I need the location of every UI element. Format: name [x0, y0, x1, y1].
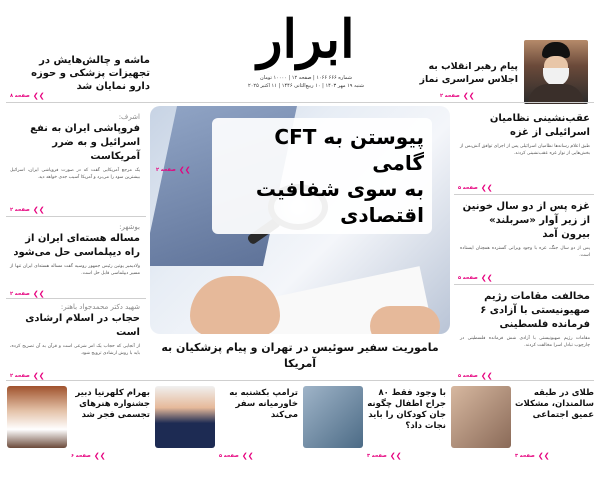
- left-story-3-ref[interactable]: ❯❯ صفحه ۲: [10, 372, 45, 380]
- dateline: [216, 74, 396, 90]
- top-right-ref[interactable]: ❯❯ صفحه ۲: [440, 92, 475, 100]
- chevron-icon: ❯❯: [462, 92, 475, 100]
- thumb-story-1[interactable]: طلای در طبقه سالمندان، مشکلات عمیق اجتماعی ❯❯ صفحه ۳: [451, 386, 594, 462]
- masthead: [0, 0, 600, 100]
- right-story-3-headline: مخالفت مقامات رژیم صهیونیستی با آزادی ۶ فرمانده فلسطینی: [480, 291, 590, 330]
- thumbs-divider: [6, 380, 594, 381]
- thumb-story-3[interactable]: ترامپ بکشنبه به خاورمیانه سفر می‌کند ❯❯ صفحه ۵: [155, 386, 298, 462]
- chevron-icon: ❯❯: [178, 166, 191, 174]
- left-story-2[interactable]: بوشهر: مساله هسته‌ای ایران از راه دیپلماسی حل می‌شود ولادیمیر پوتین رئیس جمهور روسیه گفت مساله هسته‌ای ایران تنها از مسیر دیپلماسی قابل حل است.: [10, 223, 140, 276]
- right-story-2-ref[interactable]: ❯❯ صفحه ۵: [458, 274, 493, 282]
- right-story-1[interactable]: عقب‌نشینی نظامیان اسرائیلی از غزه طبق اعلام رسانه‌ها نظامیان اسرائیلی پس از اجرای توافق آتش‌بس از بخش‌هایی از نوار غزه عقب‌نشینی کردند.: [460, 113, 590, 156]
- leader-portrait: [524, 40, 588, 104]
- surgery-image: [303, 386, 363, 448]
- thumb-3-ref[interactable]: ❯❯ صفحه ۵: [219, 452, 254, 460]
- left-story-2-headline: مساله هسته‌ای ایران از راه دیپلماسی حل می‌شود: [13, 233, 140, 258]
- left-story-1[interactable]: اشرف: فروپاشی ایران به نفع اسرائیل و به ضرر آمریکاست یک مرجع آمریکایی گفت که در صورت فروپاشی ایران، اسرائیل بیشترین سود را می‌برد و آمریکا آسیب جدی خواهد دید.: [10, 113, 140, 180]
- right-story-1-headline: عقب‌نشینی نظامیان اسرائیلی از غزه: [489, 113, 590, 138]
- kalhornia-portrait: [7, 386, 67, 448]
- right-story-3-ref[interactable]: ❯❯ صفحه ۵: [458, 372, 493, 380]
- top-right-headline: پیام رهبر انقلاب به اجلاس سراسری نماز: [419, 61, 518, 85]
- chevron-icon: ❯❯: [32, 290, 45, 298]
- left-story-2-ref[interactable]: ❯❯ صفحه ۲: [10, 290, 45, 298]
- top-left-ref[interactable]: ❯❯ صفحه ۸: [10, 92, 45, 100]
- left-story-1-headline: فروپاشی ایران به نفع اسرائیل و به ضرر آمریکاست: [30, 123, 140, 162]
- chevron-icon: ❯❯: [32, 372, 45, 380]
- right-story-3[interactable]: مخالفت مقامات رژیم صهیونیستی با آزادی ۶ فرمانده فلسطینی مقامات رژیم صهیونیستی با آزادی شش فرمانده فلسطینی در چارچوب تبادل اسرا مخالفت کردند.: [460, 291, 590, 348]
- trump-portrait: [155, 386, 215, 448]
- hero-ref[interactable]: ❯❯ صفحه ۲: [156, 166, 191, 174]
- chevron-icon: ❯❯: [32, 206, 45, 214]
- elderly-hands-image: [451, 386, 511, 448]
- issue-info: شماره ۶۶۶ ۱۰۶۶ | صفحه ۱۲ | ۱۰۰۰۰ تومان: [260, 75, 352, 81]
- right-story-1-ref[interactable]: ❯❯ صفحه ۵: [458, 184, 493, 192]
- hero-story[interactable]: [150, 106, 450, 334]
- chevron-icon: ❯❯: [241, 452, 254, 460]
- top-left-story[interactable]: [10, 54, 150, 93]
- left-story-1-ref[interactable]: ❯❯ صفحه ۲: [10, 206, 45, 214]
- thumbnail-strip: [6, 386, 594, 466]
- thumb-story-4[interactable]: بهرام کلهرنیا دبیر جشنواره هنرهای تجسمی فجر شد ❯❯ صفحه ۶: [7, 386, 150, 462]
- right-story-2[interactable]: غزه پس از دو سال خونین از زیر آوار «سربلند» بیرون آمد پس از دو سال جنگ، غزه با وجود ویرانی گسترده همچنان ایستاده است.: [460, 201, 590, 258]
- thumb-2-ref[interactable]: ❯❯ صفحه ۳: [367, 452, 402, 460]
- thumb-4-ref[interactable]: ❯❯ صفحه ۶: [71, 452, 106, 460]
- main-headline[interactable]: ماموریت سفیر سوئیس در تهران و پیام پزشکیان به آمریکا: [161, 341, 439, 370]
- chevron-icon: ❯❯: [480, 274, 493, 282]
- date-info: شنبه ۱۹ مهر ۱۴۰۳ | ۱۰ ربیع‌الثانی ۱۴۴۶ | ۱۱ اکتبر ۲۰۲۵: [248, 83, 364, 89]
- chevron-icon: ❯❯: [32, 92, 45, 100]
- hero-headline: پیوستن به CFT گامی به سوی شفافیت اقتصادی: [212, 118, 432, 234]
- thumb-story-2[interactable]: با وجود فقط ۸۰ جراح اطفال چگونه جان کودکان را باید نجات داد؟ ❯❯ صفحه ۳: [303, 386, 446, 462]
- left-story-3-headline: حجاب در اسلام ارشادی است: [25, 313, 140, 338]
- chevron-icon: ❯❯: [389, 452, 402, 460]
- thumb-1-ref[interactable]: ❯❯ صفحه ۳: [515, 452, 550, 460]
- chevron-icon: ❯❯: [537, 452, 550, 460]
- right-story-2-headline: غزه پس از دو سال خونین از زیر آوار «سربلند» بیرون آمد: [462, 201, 590, 240]
- top-right-story[interactable]: [398, 60, 518, 86]
- newspaper-logo: ابرار: [257, 9, 355, 70]
- left-story-3[interactable]: شهید دکتر محمدجواد باهنر: حجاب در اسلام ارشادی است از آنجایی که حجاب یک امر شرعی است و قرآن به آن تصریح کرده، باید با روش ارشادی ترویج شود.: [10, 303, 140, 356]
- masthead-divider: [6, 102, 594, 103]
- chevron-icon: ❯❯: [480, 184, 493, 192]
- chevron-icon: ❯❯: [93, 452, 106, 460]
- chevron-icon: ❯❯: [480, 372, 493, 380]
- top-left-headline: ماشه و چالش‌هایش در تجهیزات پزشکی و حوزه دارو نمایان شد: [31, 55, 150, 92]
